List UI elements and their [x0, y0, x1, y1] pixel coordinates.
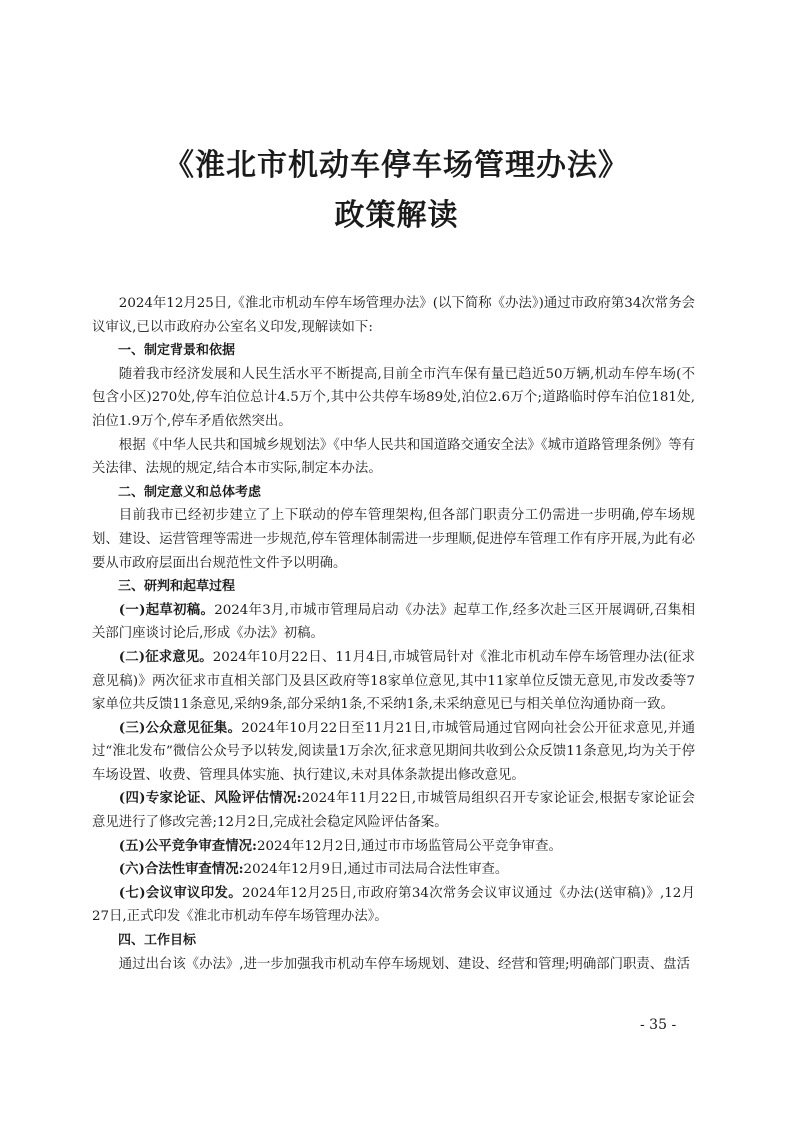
doc-title: 《淮北市机动车停车场管理办法》	[164, 148, 629, 183]
process-item	[92, 599, 695, 646]
section-heading-1: 一、制定背景和依据	[118, 343, 236, 359]
paragraph: 随着我市经济发展和人民生活水平不断提高,目前全市汽车保有量已趋近50万辆,机动车停车场(不包含小区)270处,停车泊位总计4.5万个,其中公共停车场89处,泊位2.6万个;道路临时停车泊位181处,泊位1.9万个,停车矛盾依然突出。	[92, 366, 695, 429]
paragraph: 目前我市已经初步建立了上下联动的停车管理架构,但各部门职责分工仍需进一步明确,停车场规划、建设、运营管理等需进一步规范,停车管理体制需进一步理顺,促进停车管理工作有序开展,为此有必要从市政府层面出台规范性文件予以明确。	[92, 508, 695, 571]
item-lead: (四)专家论证、风险评估情况:	[118, 790, 302, 807]
process-item	[92, 835, 695, 859]
process-item	[92, 646, 695, 717]
process-item	[92, 717, 695, 788]
item-text: 2024年10月22日至11月21日,市城管局通过官网向社会公开征求意见,并通过“淮北发布”微信公众号予以转发,阅读量1万余次,征求意见期间共收到公众反馈11条意见,均为关于停车场设置、收费、管理具体实施、执行建议,未对具体条款提出修改意见。	[92, 720, 695, 783]
item-text: 2024年12月25日,市政府第34次常务会议审议通过《办法(送审稿)》,12月27日,正式印发《淮北市机动车停车场管理办法》。	[92, 885, 695, 925]
item-lead: (六)合法性审查情况:	[118, 861, 244, 878]
item-lead: (七)会议审议印发。	[118, 884, 242, 901]
item-text: 2024年11月22日,市城管局组织召开专家论证会,根据专家论证会意见进行了修改完善;12月2日,完成社会稳定风险评估备案。	[92, 791, 695, 831]
doc-subtitle: 政策解读	[334, 198, 459, 233]
item-lead: (一)起草初稿。	[118, 601, 215, 618]
doc-body	[92, 292, 695, 976]
intro-paragraph: 2024年12月25日,《淮北市机动车停车场管理办法》(以下简称《办法》)通过市政府第34次常务会议审议,已以市政府办公室名义印发,现解读如下:	[92, 296, 695, 335]
item-text: 2024年10月22日、11月4日,市城管局针对《淮北市机动车停车场管理办法(征求意见稿)》两次征求市直相关部门及县区政府等18家单位意见,其中11家单位反馈无意见,市发改委等7家单位共反馈11条意见,采纳9条,部分采纳1条,不采纳1条,未采纳意见已与相关单位沟通协商一致。	[92, 649, 695, 713]
paragraph: 根据《中华人民共和国城乡规划法》《中华人民共和国道路交通安全法》《城市道路管理条例》等有关法律、法规的规定,结合本市实际,制定本办法。	[92, 437, 695, 477]
process-item	[92, 858, 695, 882]
item-lead: (二)征求意见。	[118, 648, 213, 665]
item-lead: (三)公众意见征集。	[118, 719, 242, 736]
paragraph: 通过出台该《办法》,进一步加强我市机动车停车场规划、建设、经营和管理;明确部门职责、盘活	[118, 956, 690, 972]
item-lead: (五)公平竞争审查情况:	[118, 837, 257, 854]
item-text: 2024年12月9日,通过市司法局合法性审查。	[243, 862, 509, 878]
process-item	[92, 787, 695, 834]
item-text: 2024年3月,市城市管理局启动《办法》起草工作,经多次赴三区开展调研,召集相关部门座谈讨论后,形成《办法》初稿。	[92, 602, 696, 642]
section-heading-4: 四、工作目标	[118, 933, 197, 949]
page-number: - 35 -	[640, 1017, 677, 1033]
process-item	[92, 882, 695, 929]
item-text: 2024年12月2日,通过市市场监管局公平竞争审查。	[256, 838, 562, 854]
section-heading-3: 三、研判和起草过程	[118, 579, 236, 595]
section-heading-2: 二、制定意义和总体考虑	[118, 484, 262, 500]
